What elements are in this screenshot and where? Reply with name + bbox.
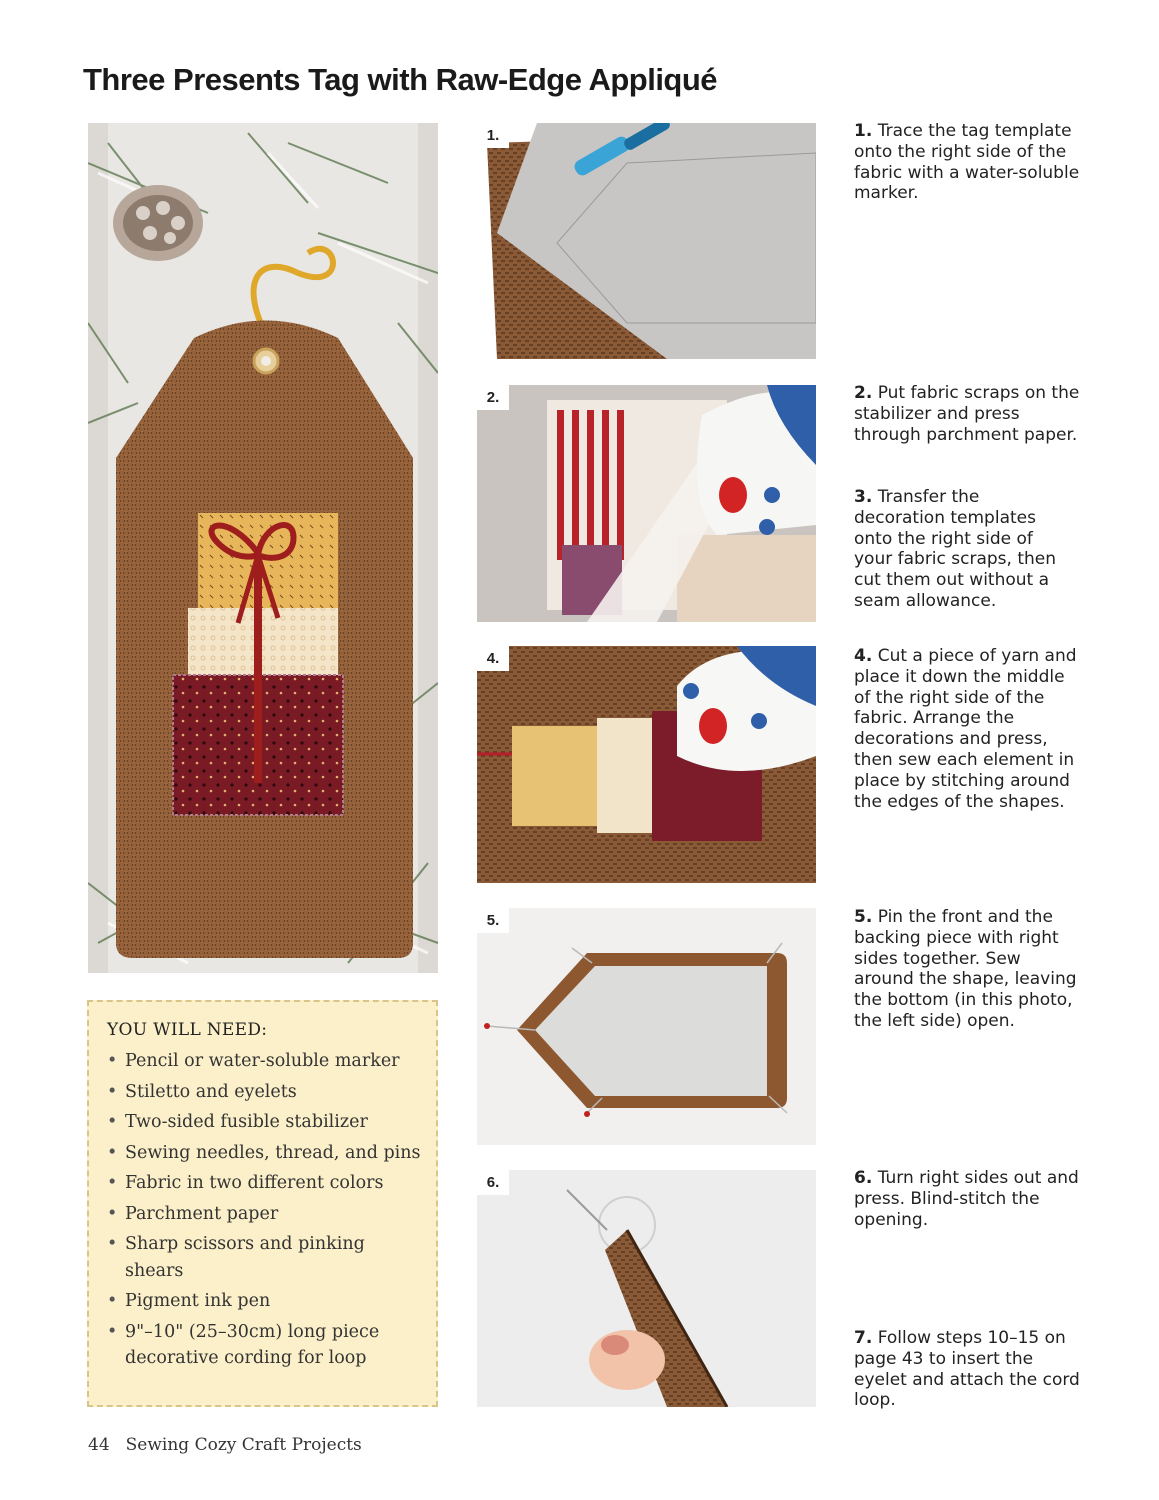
step-4-photo — [477, 646, 816, 883]
step-6-photo — [477, 1170, 816, 1407]
step-number: 2. — [854, 383, 873, 403]
list-item: • Stiletto and eyelets — [105, 1079, 425, 1106]
finished-tag-photo — [88, 123, 438, 973]
step-1-photo — [477, 123, 816, 359]
step-badge: 4. — [477, 646, 509, 671]
step-description: Follow steps 10–15 on page 43 to insert the eyelet and attach the cord loop. — [854, 1328, 1080, 1411]
supplies-list — [105, 1048, 425, 1376]
step-number: 1. — [854, 121, 873, 141]
step-5-photo — [477, 908, 816, 1145]
page-title: Three Presents Tag with Raw-Edge Appliqué — [83, 62, 718, 97]
step-5-text — [854, 907, 1084, 1032]
book-title: Sewing Cozy Craft Projects — [125, 1435, 362, 1455]
page-number: 44 — [88, 1435, 110, 1455]
supplies-title: YOU WILL NEED: — [107, 1020, 268, 1040]
step-badge: 5. — [477, 908, 509, 933]
step-7-text — [854, 1328, 1084, 1411]
step-1-text — [854, 121, 1084, 204]
supplies-box — [87, 1000, 438, 1407]
step-2-photo — [477, 385, 816, 622]
step-number: 6. — [854, 1168, 873, 1188]
list-item: • Sewing needles, thread, and pins — [105, 1140, 425, 1167]
step-description: Turn right sides out and press. Blind-stitch the opening. — [854, 1168, 1079, 1230]
step-6-text — [854, 1168, 1084, 1230]
step-description: Pin the front and the backing piece with right sides together. Sew around the shape, leaving the bottom (in this photo, the left side) open. — [854, 907, 1077, 1031]
step-number: 3. — [854, 487, 873, 507]
step-3-text — [854, 487, 1069, 612]
step-description: Cut a piece of yarn and place it down the middle of the right side of the fabric. Arrange the decorations and press, then sew each element in place by stitching around the edges of the shapes. — [854, 646, 1077, 812]
list-item: • Pencil or water-soluble marker — [105, 1048, 425, 1075]
step-2-text — [854, 383, 1084, 445]
step-badge: 6. — [477, 1170, 509, 1195]
step-number: 4. — [854, 646, 873, 666]
list-item: • Sharp scissors and pinking shears — [105, 1231, 425, 1284]
list-item: • Fabric in two different colors — [105, 1170, 425, 1197]
step-description: Put fabric scraps on the stabilizer and press through parchment paper. — [854, 383, 1080, 445]
step-description: Trace the tag template onto the right side of the fabric with a water-soluble marker. — [854, 121, 1080, 204]
step-description: Transfer the decoration templates onto the right side of your fabric scraps, then cut them out without a seam allowance. — [854, 487, 1057, 611]
list-item: • Pigment ink pen — [105, 1288, 425, 1315]
step-badge: 1. — [477, 123, 509, 148]
list-item: • Parchment paper — [105, 1201, 425, 1228]
page-footer — [88, 1435, 362, 1455]
step-number: 5. — [854, 907, 873, 927]
step-badge: 2. — [477, 385, 509, 410]
step-number: 7. — [854, 1328, 873, 1348]
list-item: • Two-sided fusible stabilizer — [105, 1109, 425, 1136]
step-4-text — [854, 646, 1084, 812]
list-item: • 9"–10" (25–30cm) long piece decorative cording for loop — [105, 1319, 425, 1372]
